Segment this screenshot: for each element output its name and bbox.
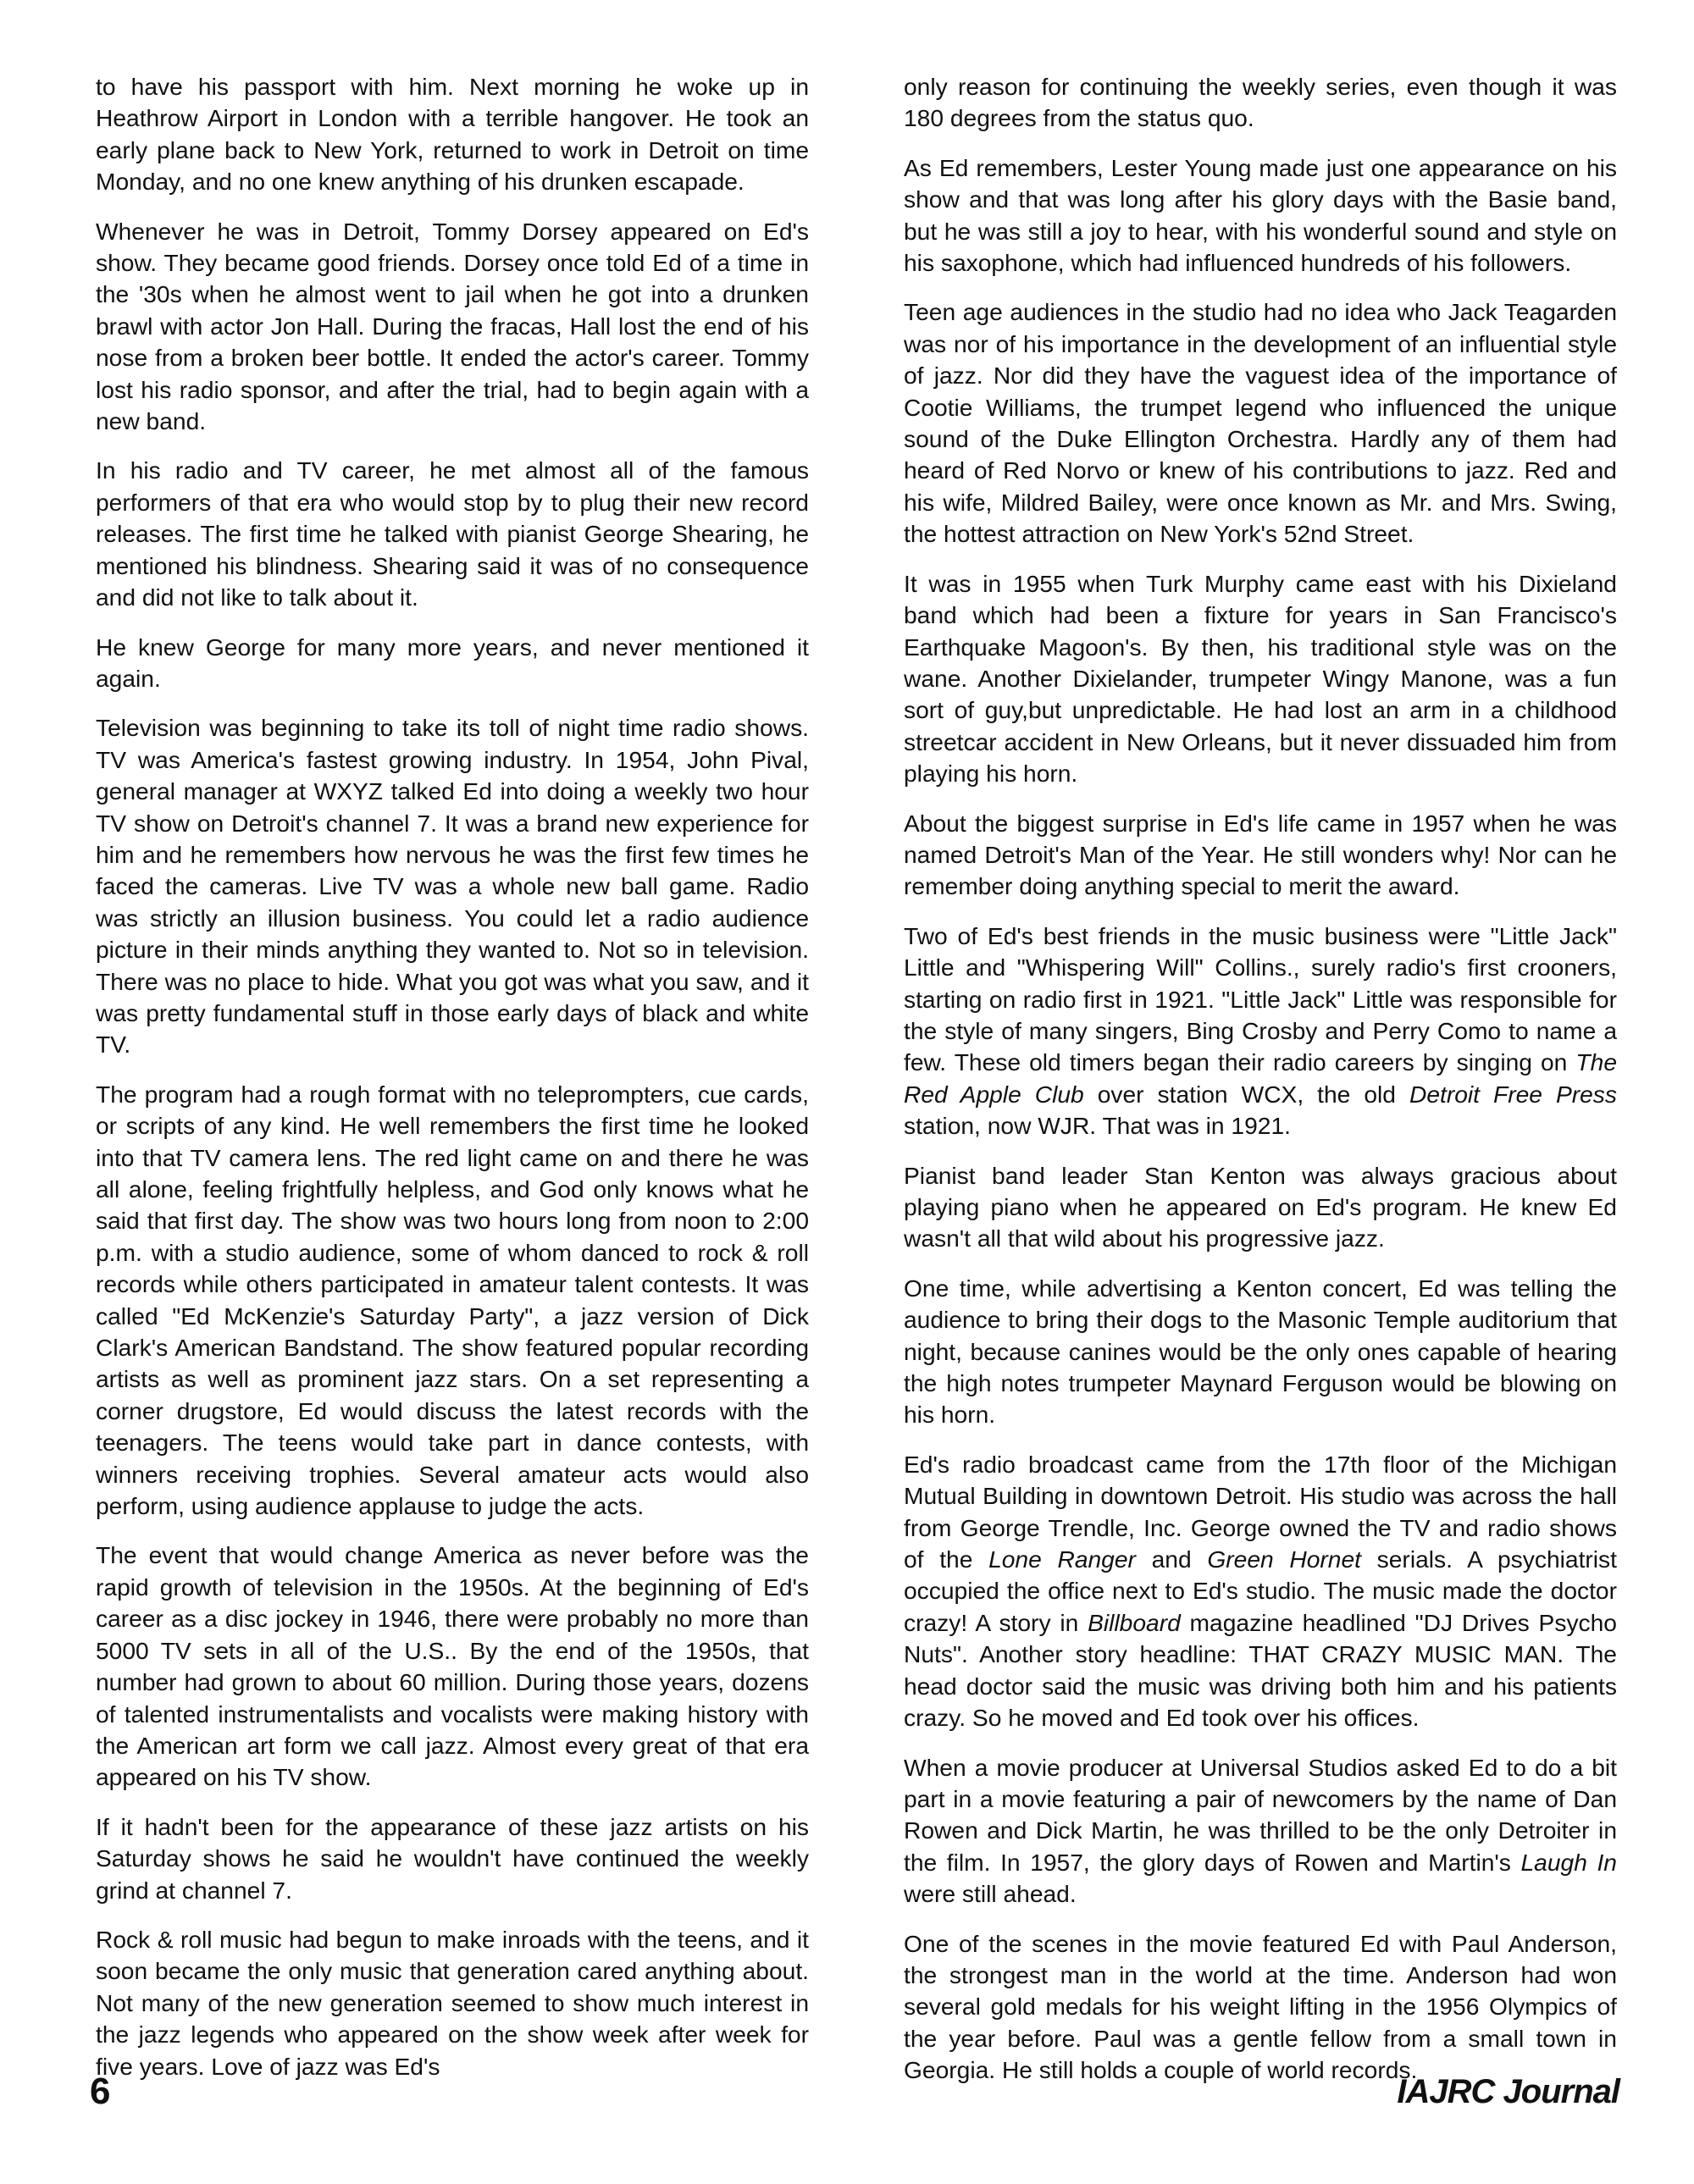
text-run: over station WCX, the old <box>1083 1080 1409 1108</box>
text-run: station, now WJR. That was in 1921. <box>904 1112 1291 1140</box>
paragraph: About the biggest surprise in Ed's life came in 1957 when he was named Detroit's Man of the Year. He still wonders why! Nor can he remember doing anything special to merit the award. <box>904 809 1617 900</box>
text-run: and <box>1135 1545 1208 1573</box>
paragraph: Rock & roll music had begun to make inroads with the teens, and it soon became the only music that generation cared anything about. Not many of the new generation seemed to show much interest in the jazz legends who appeared on the show week after week for five years. Love of jazz was Ed's <box>96 1925 809 2080</box>
text-run: When a movie producer at Universal Studios asked Ed to do a bit part in a movie featuring a pair of newcomers by the name of Dan Rowen and Dick Martin, he was thrilled to be the only Detroiter in the film. In 1957, the glory days of Rowen and Martin's <box>904 1753 1617 1876</box>
italic-title: The Red Apple Club <box>904 1048 1617 1108</box>
italic-title: Detroit Free Press <box>1409 1080 1617 1108</box>
italic-title: Laugh In <box>1520 1848 1617 1876</box>
italic-title: Lone Ranger <box>988 1545 1136 1573</box>
paragraph: In his radio and TV career, he met almost all of the famous performers of that era who would stop by to plug their new record releases. The first time he talked with pianist George Shearing, he mentioned his blindness. Shearing said it was of no consequence and did not like to talk about it. <box>96 456 809 611</box>
paragraph: Teen age audiences in the studio had no idea who Jack Teagarden was nor of his importance in the development of an influential style of jazz. Nor did they have the vaguest idea of the importance of Cootie Williams, the trumpet legend who influenced the unique sound of the Duke Ellington Orchestra. Hardly any of them had heard of Red Norvo or knew of his contributions to jazz. Red and his wife, Mildred Bailey, were once known as Mr. and Mrs. Swing, the hottest attraction on New York's 52nd Street. <box>904 298 1617 548</box>
paragraph: The program had a rough format with no teleprompters, cue cards, or scripts of any kind. He well remembers the first time he looked into that TV camera lens. The red light came on and there he was all alone, feeling frightfully helpless, and God only knows what he said that first day. The show was two hours long from noon to 2:00 p.m. with a studio audience, some of whom danced to rock & roll records while others participated in amateur talent contests. It was called "Ed McKenzie's Saturday Party", a jazz version of Dick Clark's American Bandstand. The show featured popular recording artists as well as prominent jazz stars. On a set representing a corner drugstore, Ed would discuss the latest records with the teenagers. The teens would take part in dance contests, with winners receiving trophies. Several amateur acts would also perform, using audience applause to judge the acts. <box>96 1080 809 1520</box>
page-number: 6 <box>90 2071 111 2112</box>
text-run: Ed's radio broadcast came from the 17th floor of the Michigan Mutual Building in downtown Detroit. His studio was across the hall from George Trendle, Inc. George owned the TV and radio shows of the <box>904 1450 1617 1573</box>
paragraph: One time, while advertising a Kenton concert, Ed was telling the audience to bring their dogs to the Masonic Temple auditorium that night, because canines would be the only ones capable of hearing the high notes trumpeter Maynard Ferguson would be blowing on his horn. <box>904 1274 1617 1429</box>
text-run: serials. A psychiatrist occupied the office next to Ed's studio. The music made the doctor crazy! A story in <box>904 1545 1617 1636</box>
paragraph: He knew George for many more years, and never mentioned it again. <box>96 633 809 692</box>
text-run: Two of Ed's best friends in the music business were "Little Jack" Little and "Whispering Will" Collins., surely radio's first crooners, starting on radio first in 1921. "Little Jack" Little was responsible for the style of many singers, Bing Crosby and Perry Como to name a few. These old timers began their radio careers by singing on <box>904 921 1617 1076</box>
paragraph <box>904 1449 1617 1734</box>
paragraph: One of the scenes in the movie featured Ed with Paul Anderson, the strongest man in the world at the time. Anderson had won several gold medals for his weight lifting in the 1956 Olympics of the year before. Paul was a gentle fellow from a small town in Georgia. He still holds a couple of world records. <box>904 1929 1617 2084</box>
paragraph: only reason for continuing the weekly series, even though it was 180 degrees from the status quo. <box>904 73 1617 132</box>
journal-name: IAJRC Journal <box>1397 2073 1619 2110</box>
text-run: were still ahead. <box>904 1880 1077 1908</box>
left-column <box>96 71 809 2082</box>
paragraph: It was in 1955 when Turk Murphy came east with his Dixieland band which had been a fixture for years in San Francisco's Earthquake Magoon's. By then, his traditional style was on the wane. Another Dixielander, trumpeter Wingy Manone, was a fun sort of guy,but unpredictable. He had lost an arm in a childhood streetcar accident in New Orleans, but it never dissuaded him from playing his horn. <box>904 569 1617 788</box>
paragraph: If it hadn't been for the appearance of these jazz artists on his Saturday shows he said he wouldn't have continued the weekly grind at channel 7. <box>96 1812 809 1904</box>
paragraph: to have his passport with him. Next morning he woke up in Heathrow Airport in London with a terrible hangover. He took an early plane back to New York, returned to work in Detroit on time Monday, and no one knew anything of his drunken escapade. <box>96 73 809 196</box>
italic-title: Billboard <box>1088 1608 1181 1636</box>
paragraph: As Ed remembers, Lester Young made just one appearance on his show and that was long after his glory days with the Basie band, but he was still a joy to hear, with his wonderful sound and style on his saxophone, which had influenced hundreds of his followers. <box>904 153 1617 277</box>
paragraph: Whenever he was in Detroit, Tommy Dorsey appeared on Ed's show. They became good friends. Dorsey once told Ed of a time in the '30s when he almost went to jail when he got into a drunken brawl with actor Jon Hall. During the fracas, Hall lost the end of his nose from a broken beer bottle. It ended the actor's career. Tommy lost his radio sponsor, and after the trial, had to begin again with a new band. <box>96 217 809 435</box>
paragraph <box>904 921 1617 1142</box>
paragraph: Television was beginning to take its toll of night time radio shows. TV was America's fastest growing industry. In 1954, John Pival, general manager at WXYZ talked Ed into doing a weekly two hour TV show on Detroit's channel 7. It was a brand new experience for him and he remembers how nervous he was the first few times he faced the cameras. Live TV was a whole new ball game. Radio was strictly an illusion business. You could let a radio audience picture in their minds anything they wanted to. Not so in television. There was no place to hide. What you got was what you saw, and it was pretty fundamental stuff in those early days of black and white TV. <box>96 714 809 1059</box>
paragraph <box>904 1752 1617 1910</box>
paragraph: Pianist band leader Stan Kenton was always gracious about playing piano when he appeared on Ed's program. He knew Ed wasn't all that wild about his progressive jazz. <box>904 1161 1617 1252</box>
right-column <box>904 71 1617 2087</box>
italic-title: Green Hornet <box>1207 1545 1361 1573</box>
text-run: magazine headlined "DJ Drives Psycho Nuts". Another story headline: THAT CRAZY MUSIC MAN. The head doctor said the music was driving both him and his patients crazy. So he moved and Ed took over his offices. <box>904 1608 1617 1732</box>
paragraph: The event that would change America as never before was the rapid growth of television in the 1950s. At the beginning of Ed's career as a disc jockey in 1946, there were probably no more than 5000 TV sets in all of the U.S.. By the end of the 1950s, that number had grown to about 60 million. During those years, dozens of talented instrumentalists and vocalists were making history with the American art form we call jazz. Almost every great of that era appeared on his TV show. <box>96 1541 809 1791</box>
